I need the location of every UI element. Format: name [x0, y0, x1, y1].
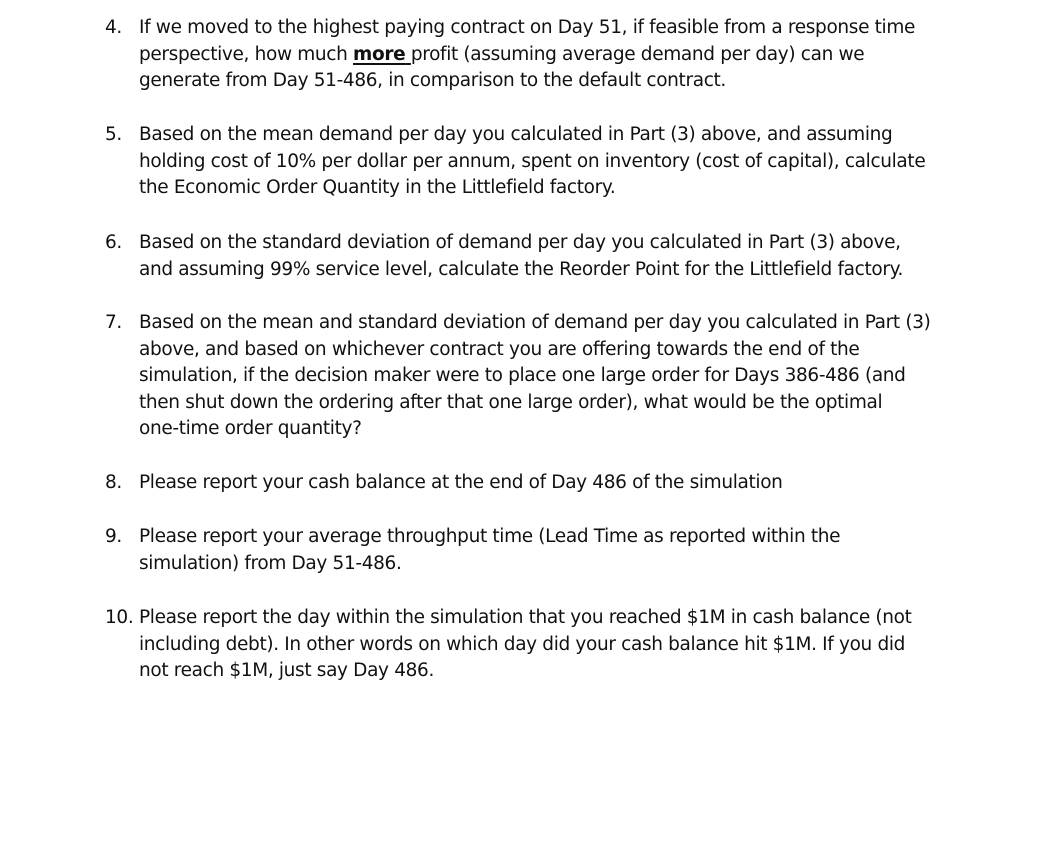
question-line: generate from Day 51-486, in comparison to the default contract.: [139, 70, 726, 91]
question-4: [105, 15, 945, 95]
question-7: [105, 310, 945, 443]
question-number: 7.: [105, 312, 122, 333]
question-line: and assuming 99% service level, calculate the Reorder Point for the Littlefield factory.: [139, 258, 904, 280]
question-number: 5.: [105, 124, 122, 145]
question-line: Please report your average throughput time (Lead Time as reported within the: [139, 526, 841, 547]
emphasis-more: more: [353, 43, 406, 65]
question-line: Please report the day within the simulation that you reached $1M in cash balance (not: [139, 607, 912, 628]
question-line: Based on the mean and standard deviation of demand per day you calculated in Part (3): [139, 312, 931, 333]
question-line: the Economic Order Quantity in the Littlefield factory.: [139, 177, 616, 198]
question-10: [105, 605, 945, 685]
question-number: 6.: [105, 232, 122, 253]
question-5: [105, 122, 945, 202]
question-line: then shut down the ordering after that one large order), what would be the optimal: [139, 391, 883, 413]
question-line-text: profit (assuming average demand per day) can we: [410, 43, 865, 65]
question-number: 8.: [105, 472, 122, 493]
question-line: Based on the standard deviation of demand per day you calculated in Part (3) above,: [139, 232, 901, 253]
question-8: [105, 470, 945, 497]
question-line: simulation, if the decision maker were to place one large order for Days 386-486 (and: [139, 365, 906, 386]
question-line-text: perspective, how much: [139, 43, 354, 65]
question-number: 4.: [105, 17, 122, 38]
question-line: [105, 42, 945, 69]
question-number: 9.: [105, 526, 122, 547]
question-line: not reach $1M, just say Day 486.: [139, 660, 434, 681]
question-6: [105, 230, 945, 283]
question-line: If we moved to the highest paying contract on Day 51, if feasible from a response time: [139, 17, 916, 38]
question-9: [105, 524, 945, 577]
question-line: simulation) from Day 51-486.: [139, 552, 402, 574]
question-line: Please report your cash balance at the end of Day 486 of the simulation: [139, 472, 783, 493]
question-line: one-time order quantity?: [139, 418, 362, 439]
question-line: Based on the mean demand per day you calculated in Part (3) above, and assuming: [139, 124, 893, 145]
question-line: including debt). In other words on which day did your cash balance hit $1M. If you did: [139, 633, 906, 655]
question-line: holding cost of 10% per dollar per annum, spent on inventory (cost of capital), calculate: [139, 150, 926, 172]
question-line: above, and based on whichever contract you are offering towards the end of the: [139, 338, 860, 360]
question-number: 10.: [105, 607, 134, 628]
